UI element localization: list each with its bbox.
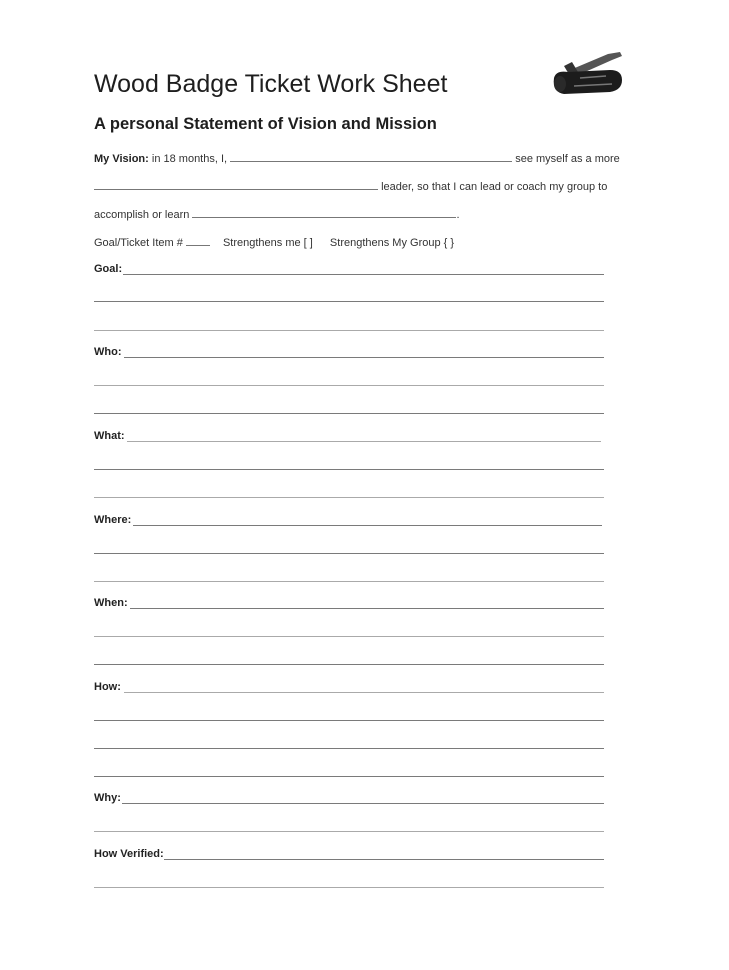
vision-line3-suffix: . [456,209,460,221]
what-line-1[interactable] [127,441,601,442]
vision-line-1 [94,151,620,165]
vision-leader-type-field[interactable] [94,179,378,190]
ticket-item-row [94,235,454,249]
who-line-1[interactable] [124,357,604,358]
why-label: Why: [94,792,121,804]
vision-line-3 [94,207,460,221]
how-line-2[interactable] [94,720,604,721]
vision-line1-suffix: see myself as a more [515,153,620,165]
who-line-3[interactable] [94,413,604,414]
when-line-2[interactable] [94,636,604,637]
where-line-1[interactable] [133,525,602,526]
vision-accomplish-field[interactable] [192,207,456,218]
strengthens-group-checkbox[interactable]: Strengthens My Group { } [329,237,455,249]
where-line-2[interactable] [94,553,604,554]
ticket-item-label: Goal/Ticket Item # [94,237,183,249]
how-verified-line-1[interactable] [164,859,604,860]
what-line-3[interactable] [94,497,604,498]
how-line-4[interactable] [94,776,604,777]
vision-prefix: in 18 months, I, [151,153,228,165]
vision-name-field[interactable] [230,151,512,162]
vision-line-2 [94,179,607,193]
when-line-1[interactable] [130,608,604,609]
how-verified-label: How Verified: [94,848,164,860]
axe-in-log-icon [550,48,624,96]
how-label: How: [94,681,121,693]
how-line-3[interactable] [94,748,604,749]
vision-label: My Vision: [94,153,149,165]
when-line-3[interactable] [94,664,604,665]
where-label: Where: [94,514,132,526]
who-label: Who: [94,346,122,358]
how-line-1[interactable] [124,692,604,693]
ticket-item-number-field[interactable] [186,235,210,246]
goal-line-1[interactable] [123,274,604,275]
where-line-3[interactable] [94,581,604,582]
how-verified-line-2[interactable] [94,887,604,888]
page-subtitle: A personal Statement of Vision and Mission [94,115,437,133]
vision-line3-prefix: accomplish or learn [94,209,190,221]
who-line-2[interactable] [94,385,604,386]
page-title: Wood Badge Ticket Work Sheet [94,70,448,98]
what-label: What: [94,430,125,442]
goal-line-3[interactable] [94,330,604,331]
goal-line-2[interactable] [94,301,604,302]
when-label: When: [94,597,128,609]
what-line-2[interactable] [94,469,604,470]
why-line-1[interactable] [122,803,604,804]
goal-label: Goal: [94,263,123,275]
strengthens-me-checkbox[interactable]: Strengthens me [ ] [222,237,313,249]
vision-line2-suffix: leader, so that I can lead or coach my group to [381,181,608,193]
why-line-2[interactable] [94,831,604,832]
